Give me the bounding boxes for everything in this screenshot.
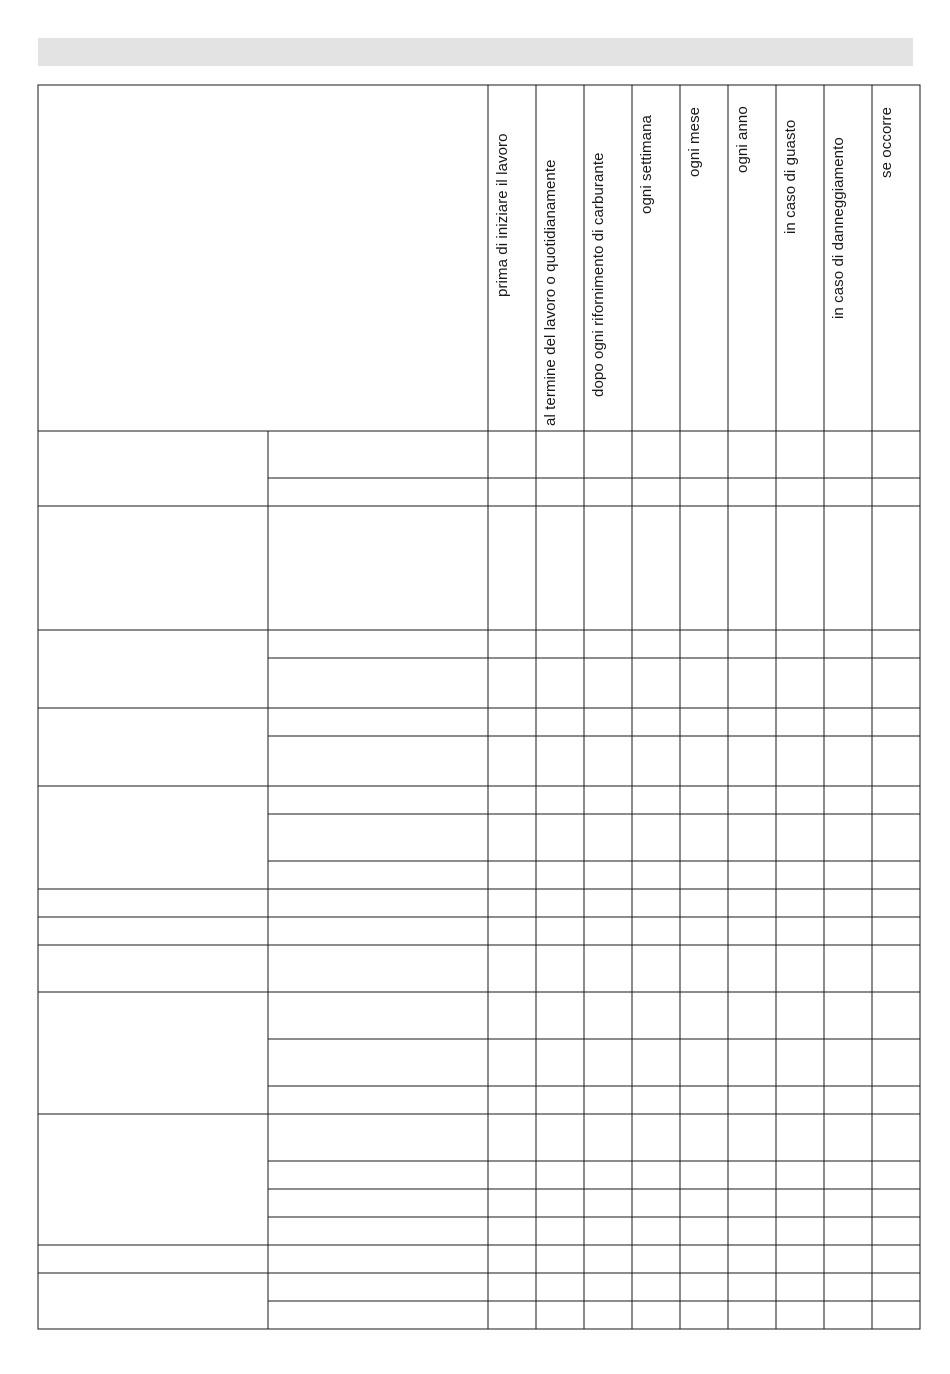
table-outer-border (38, 85, 920, 1329)
header-if-needed-text: se occorre (878, 106, 895, 178)
header-before-work-text: prima di iniziare il lavoro (494, 133, 511, 297)
header-monthly-text: ogni mese (686, 106, 703, 177)
header-end-of-work-daily-text: al termine del lavoro o quotidianamente (542, 159, 559, 426)
header-weekly-text: ogni settimana (638, 115, 655, 214)
header-on-damage-text: in caso di danneggiamento (830, 137, 847, 319)
header-after-refuel-text: dopo ogni rifornimento di carburante (590, 152, 607, 397)
header-on-failure-text: in caso di guasto (782, 119, 799, 234)
header-yearly-text: ogni anno (734, 106, 751, 173)
